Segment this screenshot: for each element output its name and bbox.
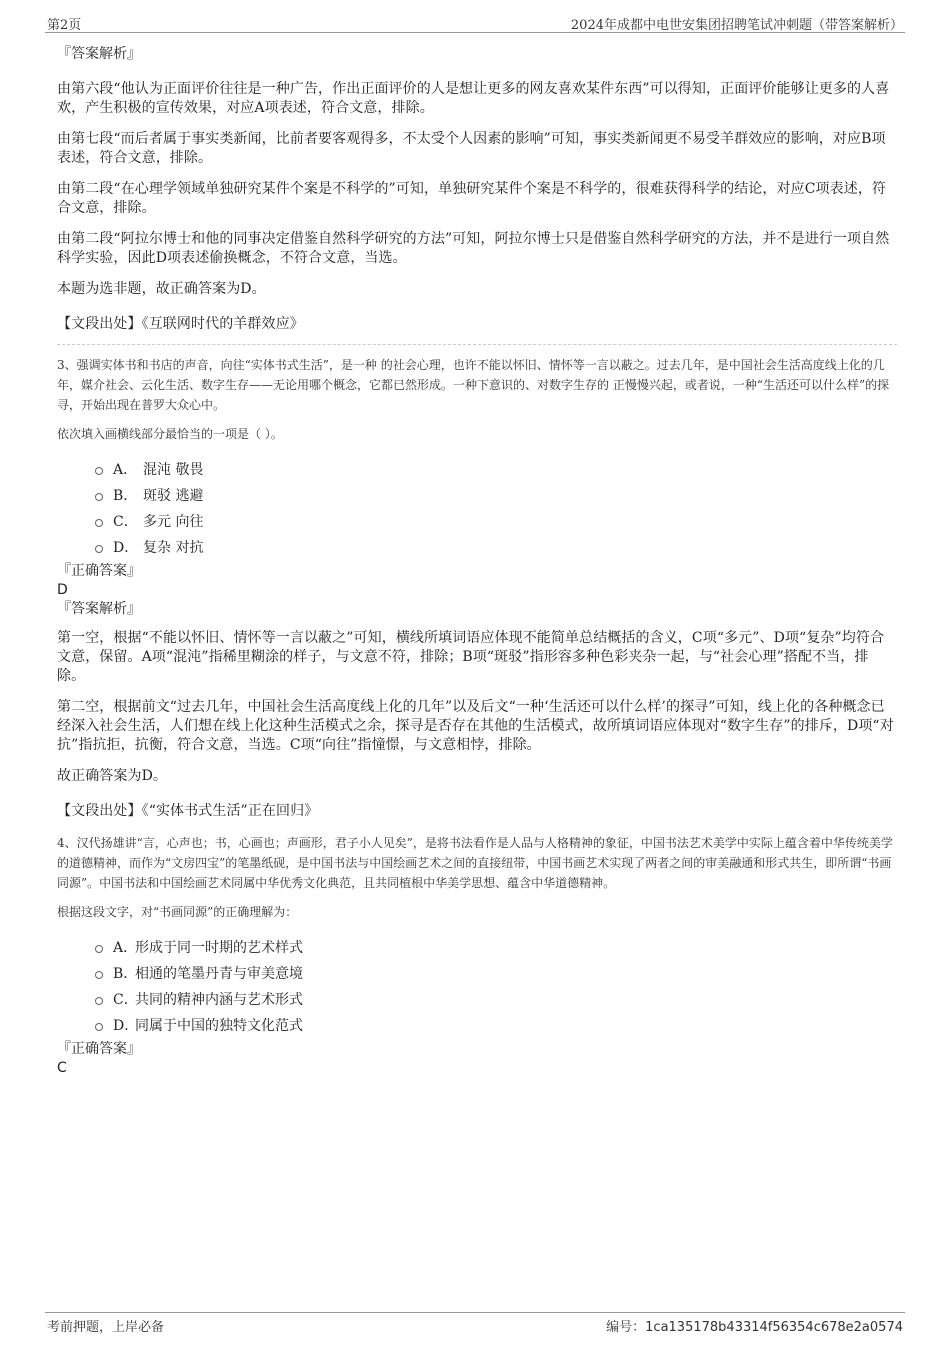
code-value: 1ca135178b43314f56354c678e2a0574 [645,1320,903,1335]
option-text: 混沌 敬畏 [143,462,204,478]
question-stem: 3、强调实体书和书店的声音，向往“实体书式生活”，是一种 的社会心理，也许不能以怀旧、情怀等一言以蔽之。过去几年，是中国社会生活高度线上化的几年，媒介社会、云化生活、数字生存——无论用哪个概念，它都已然形成。一种下意识的、对数字生存的 正慢慢兴起，或者说，一种“生活还可以什么样”的探寻，开始出现在普罗大众心中。 [57,358,890,412]
page-header [45,12,905,33]
page-footer [45,1312,905,1335]
option-letter: B． [113,966,138,982]
analysis-paragraph: 第一空，根据“不能以怀旧、情怀等一言以蔽之”可知，横线所填词语应体现不能简单总结概括的含义，C项“多元”、D项“复杂”均符合文意，保留。A项“混沌”指稀里糊涂的样子，与文意不符，排除；B项“斑驳”指形容多种色彩夹杂一起，与“社会心理”搭配不当，排除。 [57,630,885,684]
radio-icon[interactable] [95,545,103,553]
radio-icon[interactable] [95,1023,103,1031]
page-content [57,44,895,1077]
analysis-paragraph: 由第二段“在心理学领域单独研究某件个案是不科学的”可知，单独研究某件个案是不科学的，很难获得科学的结论，对应C项表述，符合文意，排除。 [57,181,887,216]
correct-answer: D [57,582,68,598]
analysis-paragraph: 由第二段“阿拉尔博士和他的同事决定借鉴自然科学研究的方法”可知，阿拉尔博士只是借鉴自然科学研究的方法，并不是进行一项自然科学实验，因此D项表述偷换概念，不符合文意，当选。 [57,231,890,266]
correct-answer-tag: 『正确答案』 [57,563,141,579]
option-d[interactable] [95,1013,895,1039]
question-prompt: 根据这段文字，对“书画同源”的正确理解为： [57,905,298,919]
option-letter: A． [113,940,138,956]
options-list [95,935,895,1039]
conclusion-paragraph: 本题为选非题，故正确答案为D。 [57,281,266,297]
option-letter: A． [113,462,138,478]
radio-icon[interactable] [95,519,103,527]
option-text: 斑驳 逃避 [143,488,204,504]
divider [57,344,897,345]
radio-icon[interactable] [95,945,103,953]
radio-icon[interactable] [95,467,103,475]
radio-icon[interactable] [95,997,103,1005]
option-a[interactable] [95,457,895,483]
option-text: 相通的笔墨丹青与审美意境 [135,966,303,982]
option-c[interactable] [95,987,895,1013]
analysis-paragraph: 由第七段“而后者属于事实类新闻，比前者要客观得多，不太受个人因素的影响”可知，事实类新闻更不易受羊群效应的影响，对应B项表述，符合文意，排除。 [57,131,886,166]
option-letter: C． [113,992,138,1008]
analysis-paragraph: 由第六段“他认为正面评价往往是一种广告，作出正面评价的人是想让更多的网友喜欢某件东西”可以得知，正面评价能够让更多的人喜欢，产生积极的宣传效果，对应A项表述，符合文意，排除。 [57,81,890,116]
option-text: 复杂 对抗 [143,540,204,556]
option-letter: D． [113,540,139,556]
document-title: 2024年成都中电世安集团招聘笔试冲刺题（带答案解析） [570,18,903,33]
correct-answer: C [57,1060,67,1076]
radio-icon[interactable] [95,493,103,501]
option-d[interactable] [95,535,895,561]
radio-icon[interactable] [95,971,103,979]
source-citation: 【文段出处】《互联网时代的羊群效应》 [57,316,304,332]
option-text: 同属于中国的独特文化范式 [135,1018,303,1034]
analysis-tag: 『答案解析』 [57,601,141,617]
page-number: 第2页 [47,18,82,33]
options-list [95,457,895,561]
source-citation: 【文段出处】《“实体书式生活”正在回归》 [57,803,319,819]
correct-answer-tag: 『正确答案』 [57,1041,141,1057]
option-b[interactable] [95,961,895,987]
option-text: 多元 向往 [143,514,204,530]
option-a[interactable] [95,935,895,961]
option-b[interactable] [95,483,895,509]
analysis-tag: 『答案解析』 [57,46,141,62]
document-code [606,1316,903,1335]
analysis-paragraph: 第二空，根据前文“过去几年，中国社会生活高度线上化的几年”以及后文“一种‘生活还可以什么样’的探寻”可知，线上化的各种概念已经深入社会生活，人们想在线上化这种生活模式之余，探寻是否存在其他的生活模式，故所填词语应体现对“数字生存”的排斥，D项“对抗”指抗拒，抗衡，符合文意，当选。C项“向往”指憧憬，与文意相悖，排除。 [57,699,894,753]
option-letter: C． [113,514,138,530]
option-text: 形成于同一时期的艺术样式 [135,940,303,956]
code-label: 编号： [606,1320,646,1335]
option-text: 共同的精神内涵与艺术形式 [135,992,303,1008]
footer-slogan: 考前押题，上岸必备 [47,1320,165,1335]
option-letter: D． [113,1018,139,1034]
option-letter: B． [113,488,138,504]
question-prompt: 依次填入画横线部分最恰当的一项是（ ）。 [57,427,283,441]
question-stem: 4、汉代扬雄讲“言，心声也；书，心画也；声画形，君子小人见矣”，是将书法看作是人品与人格精神的象征，中国书法艺术美学中实际上蕴含着中华传统美学的道德精神，而作为“文房四宝”的笔墨纸砚，是中国书法与中国绘画艺术之间的直接纽带，中国书画艺术实现了两者之间的审美融通和形式共生，即所谓“书画同源”。中国书法和中国绘画艺术同属中华优秀文化典范，且共同植根中华美学思想、蕴含中华道德精神。 [57,836,893,890]
conclusion-paragraph: 故正确答案为D。 [57,768,168,784]
option-c[interactable] [95,509,895,535]
